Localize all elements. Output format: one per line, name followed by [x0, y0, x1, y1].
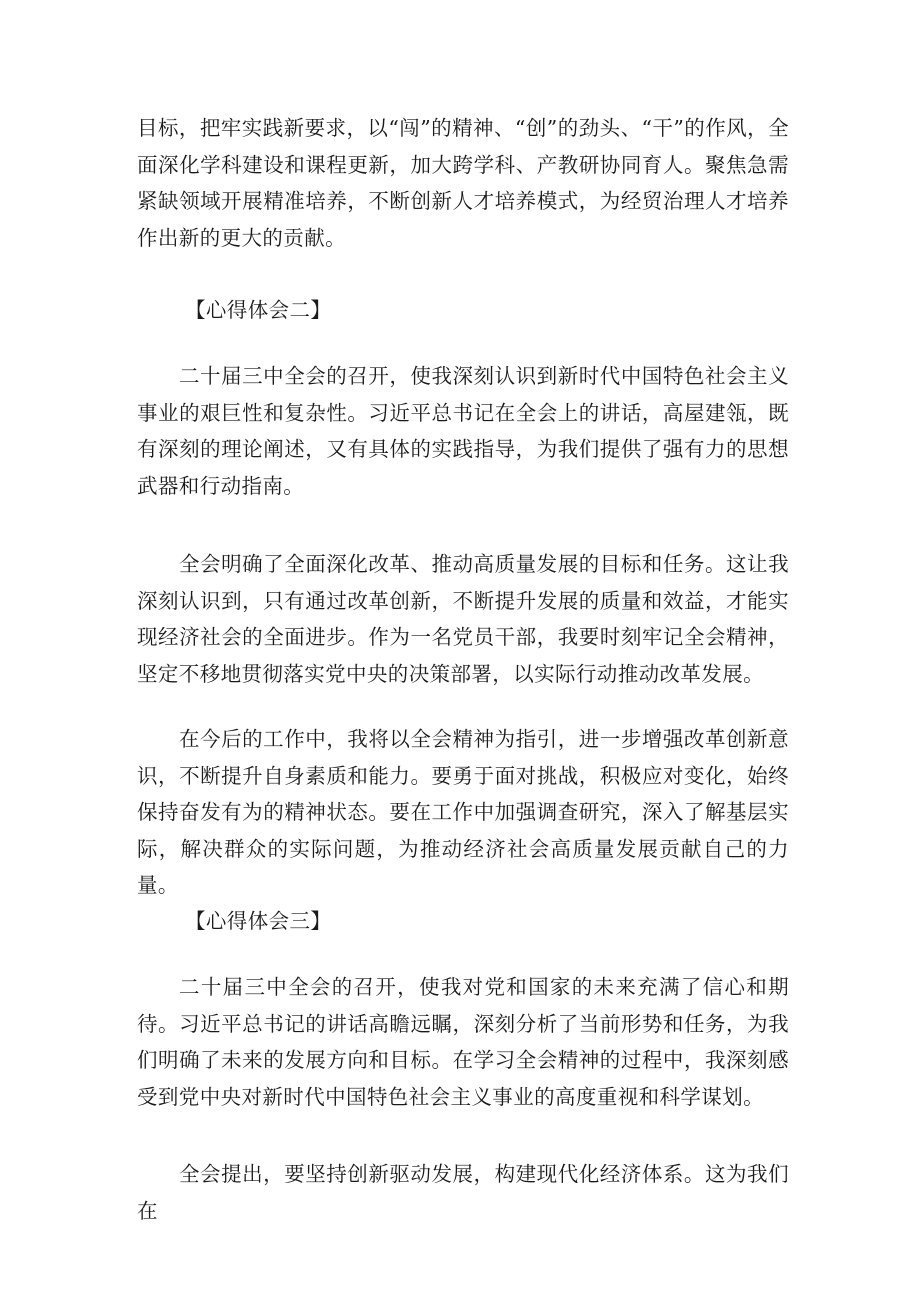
paragraph: 在今后的工作中，我将以全会精神为指引，进一步增强改革创新意识，不断提升自身素质和能力。要勇于面对挑战，积极应对变化，始终保持奋发有为的精神状态。要在工作中加强调查研究，深入了解基层实际，解决群众的实际问题，为推动经济社会高质量发展贡献自己的力量。 — [137, 727, 789, 897]
paragraph: 全会提出，要坚持创新驱动发展，构建现代化经济体系。这为我们在 — [137, 1162, 789, 1223]
paragraph: 二十届三中全会的召开，使我深刻认识到新时代中国特色社会主义事业的艰巨性和复杂性。习近平总书记在全会上的讲话，高屋建瓴，既有深刻的理论阐述，又有具体的实践指导，为我们提供了强有力的思想武器和行动指南。 — [137, 364, 789, 498]
paragraph: 全会明确了全面深化改革、推动高质量发展的目标和任务。这让我深刻认识到，只有通过改革创新，不断提升发展的质量和效益，才能实现经济社会的全面进步。作为一名党员干部，我要时刻牢记全会精神，坚定不移地贯彻落实党中央的决策部署，以实际行动推动改革发展。 — [137, 552, 789, 686]
section-heading-2: 【心得体会二】 — [185, 298, 332, 322]
paragraph: 二十届三中全会的召开，使我对党和国家的未来充满了信心和期待。习近平总书记的讲话高瞻远瞩，深刻分析了当前形势和任务，为我们明确了未来的发展方向和目标。在学习全会精神的过程中，我深刻感受到党中央对新时代中国特色社会主义事业的高度重视和科学谋划。 — [137, 975, 789, 1109]
section-heading-3: 【心得体会三】 — [185, 909, 332, 933]
paragraph-continuation: 目标，把牢实践新要求，以“闯”的精神、“创”的劲头、“干”的作风，全面深化学科建设和课程更新，加大跨学科、产教研协同育人。聚焦急需紧缺领域开展精准培养，不断创新人才培养模式，为经贸治理人才培养作出新的更大的贡献。 — [137, 116, 789, 250]
